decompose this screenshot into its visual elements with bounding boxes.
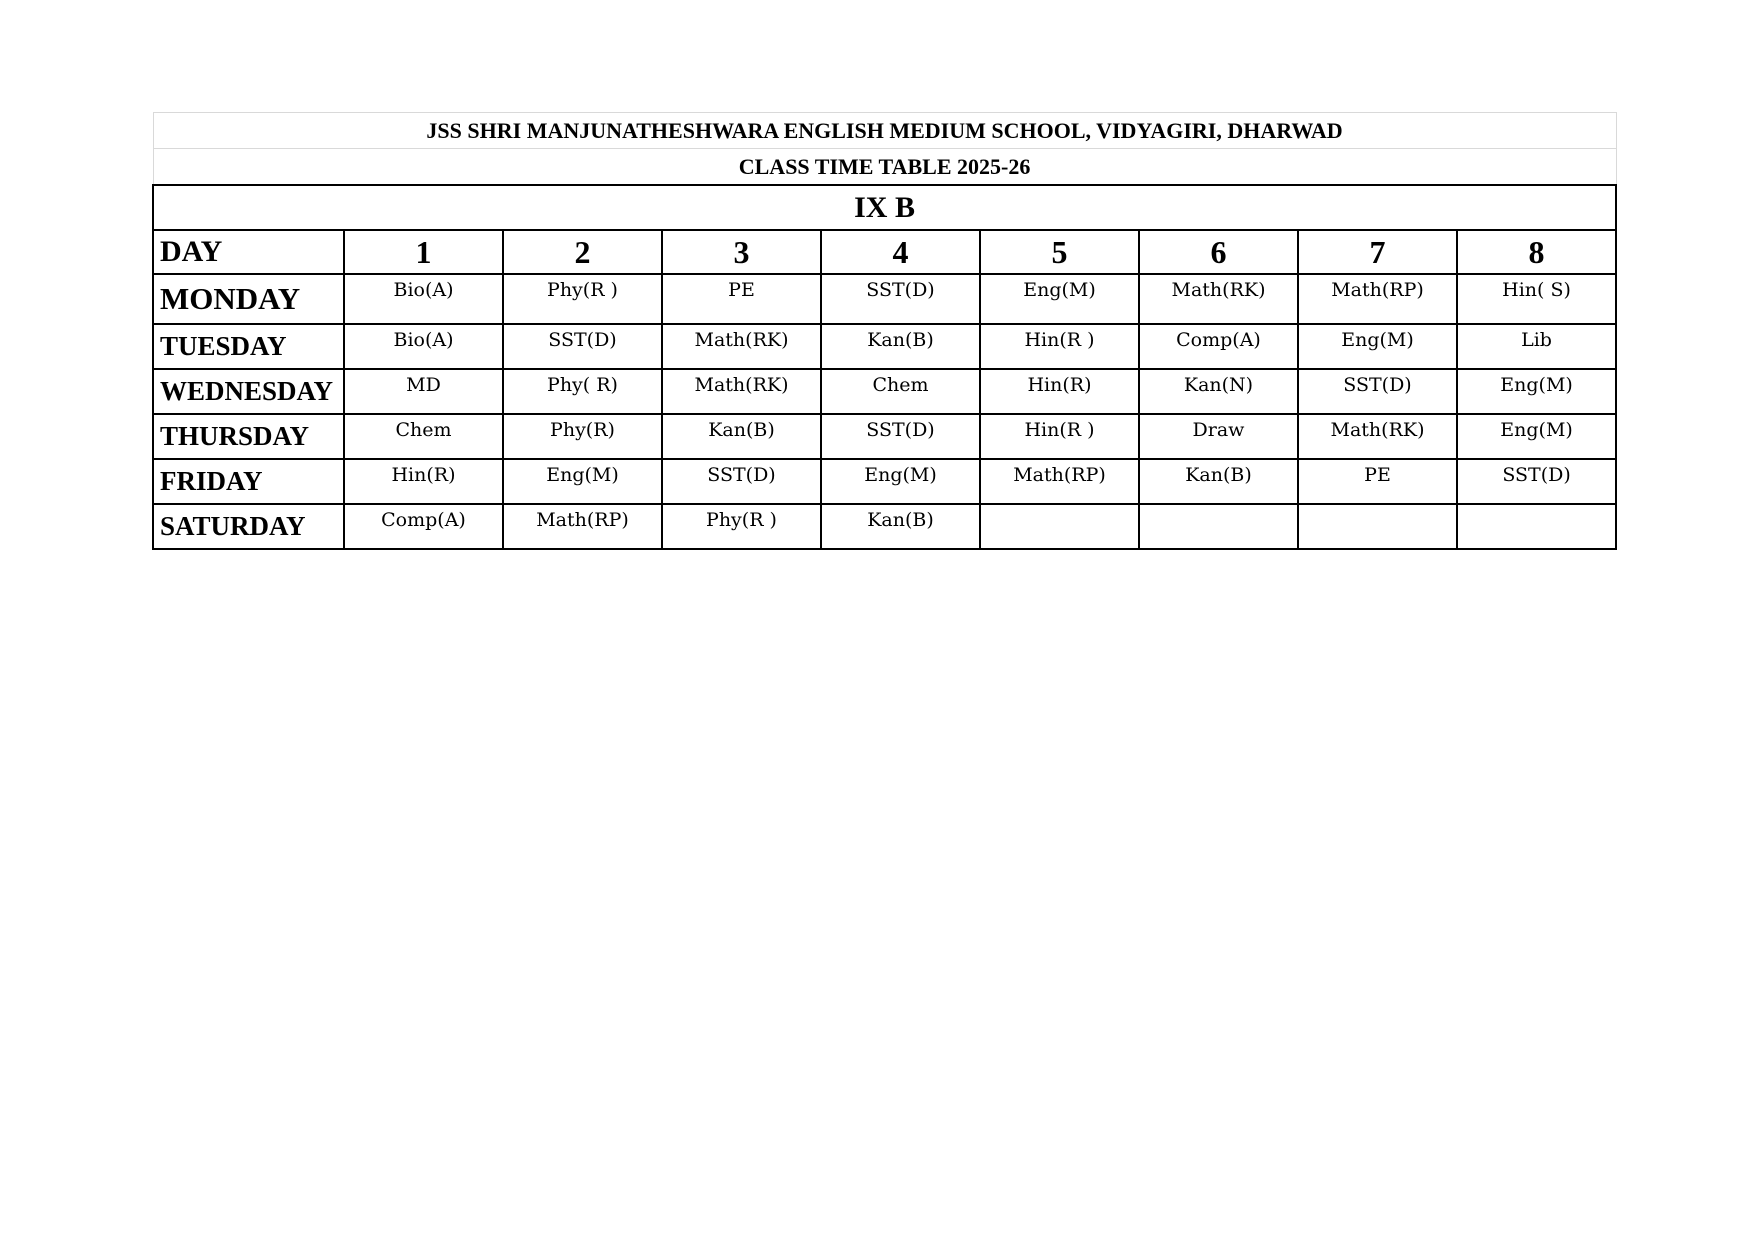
period-cell: Bio(A) — [344, 274, 503, 324]
period-cell: Math(RP) — [980, 459, 1139, 504]
period-cell — [980, 504, 1139, 549]
period-cell: Eng(M) — [980, 274, 1139, 324]
period-cell: Phy(R ) — [503, 274, 662, 324]
period-cell: Math(RK) — [1139, 274, 1298, 324]
period-header: 8 — [1457, 230, 1616, 274]
period-cell: SST(D) — [821, 414, 980, 459]
period-cell: Eng(M) — [1457, 369, 1616, 414]
period-cell: Comp(A) — [344, 504, 503, 549]
period-cell: Eng(M) — [1457, 414, 1616, 459]
period-cell: Kan(B) — [662, 414, 821, 459]
period-header: 3 — [662, 230, 821, 274]
period-cell: Kan(N) — [1139, 369, 1298, 414]
period-cell: Hin(R) — [344, 459, 503, 504]
period-cell: SST(D) — [821, 274, 980, 324]
period-header: 4 — [821, 230, 980, 274]
header-row — [153, 230, 1616, 274]
day-column-header: DAY — [153, 230, 344, 274]
period-cell: Math(RP) — [503, 504, 662, 549]
day-label: SATURDAY — [153, 504, 344, 549]
period-cell: SST(D) — [503, 324, 662, 369]
period-cell: Math(RK) — [1298, 414, 1457, 459]
period-cell: Bio(A) — [344, 324, 503, 369]
day-row — [153, 504, 1616, 549]
day-row — [153, 324, 1616, 369]
period-cell: Lib — [1457, 324, 1616, 369]
period-cell: Eng(M) — [1298, 324, 1457, 369]
period-cell: Kan(B) — [1139, 459, 1298, 504]
period-cell: Math(RP) — [1298, 274, 1457, 324]
period-cell: Chem — [344, 414, 503, 459]
period-header: 2 — [503, 230, 662, 274]
period-cell: Phy(R ) — [662, 504, 821, 549]
day-row — [153, 459, 1616, 504]
period-cell: Math(RK) — [662, 369, 821, 414]
day-row — [153, 414, 1616, 459]
period-cell: PE — [1298, 459, 1457, 504]
class-name: IX B — [153, 185, 1616, 230]
period-cell: Draw — [1139, 414, 1298, 459]
period-cell: Kan(B) — [821, 504, 980, 549]
period-cell — [1298, 504, 1457, 549]
day-label: FRIDAY — [153, 459, 344, 504]
day-label: TUESDAY — [153, 324, 344, 369]
day-row — [153, 274, 1616, 324]
period-cell: Comp(A) — [1139, 324, 1298, 369]
period-cell: Eng(M) — [503, 459, 662, 504]
period-header: 6 — [1139, 230, 1298, 274]
period-cell: Kan(B) — [821, 324, 980, 369]
period-cell: Hin(R ) — [980, 414, 1139, 459]
period-cell: Chem — [821, 369, 980, 414]
period-cell: Hin( S) — [1457, 274, 1616, 324]
day-label: THURSDAY — [153, 414, 344, 459]
day-label: MONDAY — [153, 274, 344, 324]
period-cell: SST(D) — [1457, 459, 1616, 504]
period-cell: Phy(R) — [503, 414, 662, 459]
period-cell: Hin(R) — [980, 369, 1139, 414]
period-cell — [1457, 504, 1616, 549]
period-cell: SST(D) — [662, 459, 821, 504]
period-cell: Phy( R) — [503, 369, 662, 414]
day-label: WEDNESDAY — [153, 369, 344, 414]
period-cell: PE — [662, 274, 821, 324]
table-title: CLASS TIME TABLE 2025-26 — [153, 149, 1616, 186]
timetable — [152, 112, 1617, 550]
period-header: 1 — [344, 230, 503, 274]
day-row — [153, 369, 1616, 414]
period-cell: Hin(R ) — [980, 324, 1139, 369]
period-cell: MD — [344, 369, 503, 414]
school-title: JSS SHRI MANJUNATHESHWARA ENGLISH MEDIUM SCHOOL, VIDYAGIRI, DHARWAD — [153, 113, 1616, 149]
period-header: 5 — [980, 230, 1139, 274]
period-cell: Math(RK) — [662, 324, 821, 369]
period-cell — [1139, 504, 1298, 549]
period-header: 7 — [1298, 230, 1457, 274]
period-cell: Eng(M) — [821, 459, 980, 504]
period-cell: SST(D) — [1298, 369, 1457, 414]
